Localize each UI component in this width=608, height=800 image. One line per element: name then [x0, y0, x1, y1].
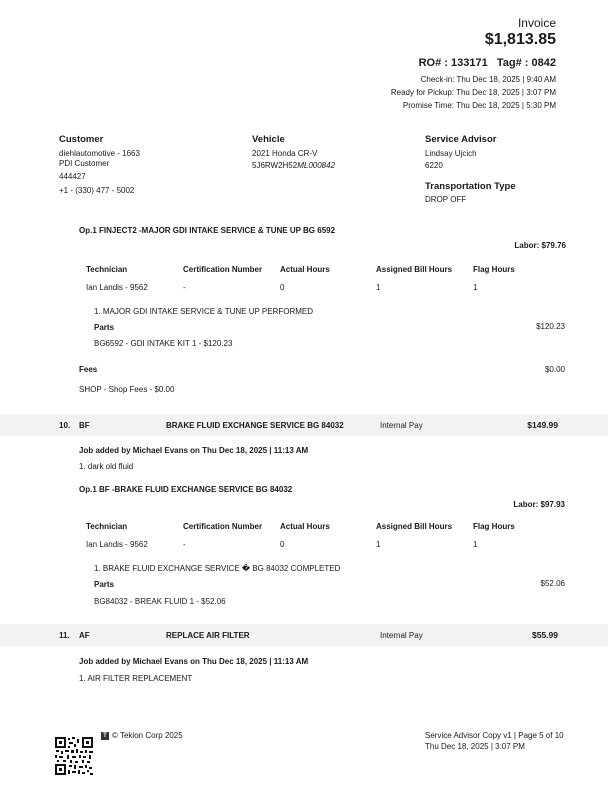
job9-fees-total: $0.00 — [544, 365, 565, 374]
job10-th-actual: Actual Hours — [280, 522, 330, 531]
job10-td-technician: Ian Landis - 9562 — [86, 540, 148, 549]
job9-th-flag: Flag Hours — [473, 265, 515, 274]
job10-td-actual: 0 — [280, 540, 285, 549]
job10-note: 1. BRAKE FLUID EXCHANGE SERVICE � BG 84032 COMPLETED — [94, 564, 341, 573]
job10-code: BF — [79, 421, 90, 430]
invoice-total: $1,813.85 — [484, 31, 556, 48]
job10-th-flag: Flag Hours — [473, 522, 515, 531]
vehicle-heading: Vehicle — [252, 134, 285, 145]
job10-parts-label: Parts — [94, 580, 115, 589]
job9-td-cert: - — [183, 283, 186, 292]
job10-part-line: BG84032 - BREAK FLUID 1 - $52.06 — [94, 597, 226, 606]
footer-copy-info: Service Advisor Copy v1 | Page 5 of 10 — [425, 731, 564, 740]
advisor-name: Lindsay Ujcich — [425, 149, 477, 158]
customer-heading: Customer — [59, 134, 104, 145]
tekion-logo-icon: T — [101, 732, 109, 740]
ro-tag-line — [419, 57, 556, 69]
footer-brand — [101, 731, 183, 740]
job10-labor: Labor: $97.93 — [513, 500, 565, 509]
job9-td-flag: 1 — [473, 283, 478, 292]
customer-phone: +1 - (330) 477 - 5002 — [59, 186, 135, 195]
job10-pay-type: Internal Pay — [380, 421, 423, 430]
job11-header-band — [0, 624, 608, 646]
job10-op-title: Op.1 BF -BRAKE FLUID EXCHANGE SERVICE BG 84032 — [79, 485, 293, 494]
job11-description: REPLACE AIR FILTER — [166, 631, 250, 640]
job9-td-assigned: 1 — [376, 283, 381, 292]
customer-id: 444427 — [59, 172, 86, 181]
job10-th-technician: Technician — [86, 522, 128, 531]
job11-added-by: Job added by Michael Evans on Thu Dec 18, 2025 | 11:13 AM — [79, 657, 309, 666]
job10-amount: $149.99 — [527, 420, 558, 430]
job9-th-assigned: Assigned Bill Hours — [376, 265, 453, 274]
ready-time: Ready for Pickup: Thu Dec 18, 2025 | 3:07 PM — [390, 88, 556, 97]
job10-number: 10. — [59, 421, 71, 430]
customer-type: PDI Customer — [59, 159, 110, 168]
job10-parts-total: $52.06 — [540, 579, 565, 588]
vin-prefix: 5J6RW2H52 — [252, 161, 298, 170]
job10-added-by: Job added by Michael Evans on Thu Dec 18, 2025 | 11:13 AM — [79, 446, 309, 455]
qr-code — [54, 736, 94, 776]
job9-fee-line: SHOP - Shop Fees - $0.00 — [79, 385, 175, 394]
job11-complaint: 1. AIR FILTER REPLACEMENT — [79, 674, 193, 683]
job11-pay-type: Internal Pay — [380, 631, 423, 640]
vehicle-vin — [252, 161, 335, 170]
advisor-heading: Service Advisor — [425, 134, 497, 145]
job9-td-actual: 0 — [280, 283, 285, 292]
job10-th-cert: Certification Number — [183, 522, 263, 531]
footer-printed: Thu Dec 18, 2025 | 3:07 PM — [425, 742, 525, 751]
job9-th-cert: Certification Number — [183, 265, 263, 274]
job9-part-line: BG6592 - GDI INTAKE KIT 1 - $120.23 — [94, 339, 233, 348]
tag-number: Tag# : 0842 — [496, 57, 556, 69]
qr-code-graphic — [54, 736, 94, 776]
job10-th-assigned: Assigned Bill Hours — [376, 522, 453, 531]
customer-name: diehlautomotive - 1663 — [59, 149, 140, 158]
advisor-number: 6220 — [425, 161, 443, 170]
job9-parts-label: Parts — [94, 323, 115, 332]
job10-td-assigned: 1 — [376, 540, 381, 549]
ro-number: RO# : 133171 — [418, 57, 488, 69]
transport-value: DROP OFF — [425, 195, 467, 204]
vin-suffix: ML000842 — [297, 161, 336, 170]
job10-complaint: 1. dark old fluid — [79, 462, 134, 471]
job9-note: 1. MAJOR GDI INTAKE SERVICE & TUNE UP PERFORMED — [94, 307, 314, 316]
invoice-title: Invoice — [517, 16, 556, 30]
checkin-time: Check-in: Thu Dec 18, 2025 | 9:40 AM — [420, 75, 556, 84]
promise-time: Promise Time: Thu Dec 18, 2025 | 5:30 PM — [402, 101, 556, 110]
job11-code: AF — [79, 631, 90, 640]
job10-td-flag: 1 — [473, 540, 478, 549]
job9-fees-label: Fees — [79, 365, 98, 374]
job10-description: BRAKE FLUID EXCHANGE SERVICE BG 84032 — [166, 421, 344, 430]
transport-heading: Transportation Type — [425, 181, 516, 192]
job9-labor: Labor: $79.76 — [514, 241, 566, 250]
job9-op-title: Op.1 FINJECT2 -MAJOR GDI INTAKE SERVICE & TUNE UP BG 6592 — [79, 226, 336, 235]
job9-td-technician: Ian Landis - 9562 — [86, 283, 148, 292]
job11-amount: $55.99 — [532, 630, 558, 640]
vehicle-model: 2021 Honda CR-V — [252, 149, 318, 158]
job10-td-cert: - — [183, 540, 186, 549]
job11-number: 11. — [59, 631, 70, 640]
job9-parts-total: $120.23 — [536, 322, 565, 331]
footer-copyright: © Tekion Corp 2025 — [112, 731, 183, 740]
job9-th-technician: Technician — [86, 265, 128, 274]
job9-th-actual: Actual Hours — [280, 265, 330, 274]
